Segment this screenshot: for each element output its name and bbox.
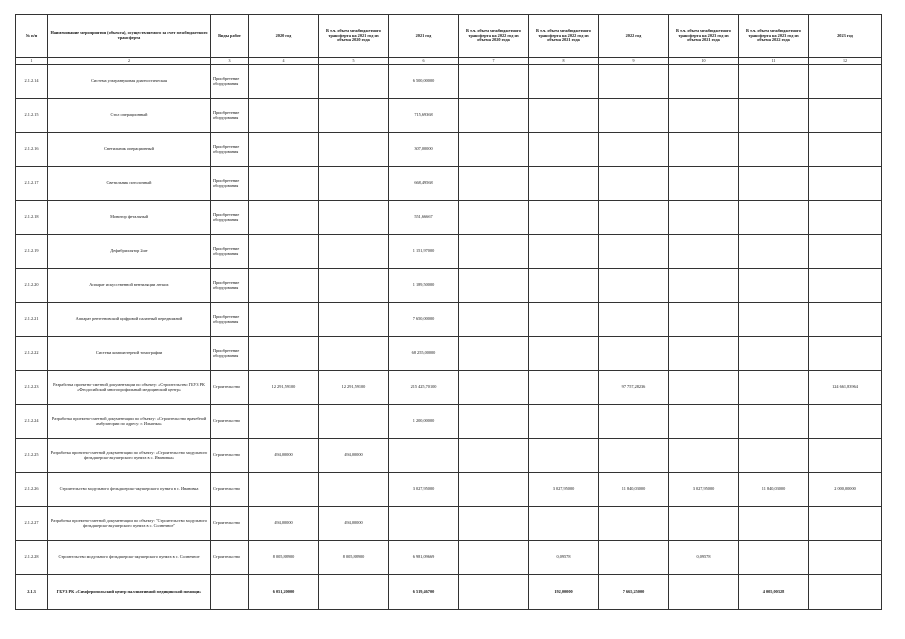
- row-value: [739, 371, 809, 405]
- row-value: [809, 65, 882, 99]
- row-value: 494,00000: [249, 439, 319, 473]
- row-value: 8 005,88900: [249, 541, 319, 575]
- row-value: 6 519,46700: [389, 575, 459, 610]
- row-value: [809, 541, 882, 575]
- row-value: 124 661,83964: [809, 371, 882, 405]
- col-header-2022-from-2020: В т.ч. объем межбюджетного трансферта на 2022 год из объема 2020 года: [459, 15, 529, 58]
- row-value: [459, 473, 529, 507]
- row-value: [669, 99, 739, 133]
- row-value: [809, 201, 882, 235]
- row-value: 2 000,00000: [809, 473, 882, 507]
- row-work-type: Строительство: [211, 439, 249, 473]
- row-value: 307,00000: [389, 133, 459, 167]
- col-number: 5: [319, 58, 389, 65]
- row-work-type: Приобретение оборудования: [211, 99, 249, 133]
- table-row: [16, 269, 882, 303]
- row-value: [319, 99, 389, 133]
- row-value: [669, 507, 739, 541]
- row-value: [459, 99, 529, 133]
- row-value: [529, 269, 599, 303]
- col-header-2020: 2020 год: [249, 15, 319, 58]
- row-name: ГБУЗ РК «Симферопольский центр паллиативной медицинской помощи»: [48, 575, 211, 610]
- row-value: [459, 337, 529, 371]
- row-name: Разработка проектно-сметной документации по объекту: "Строительство модульного фельдшерско-акушерского пункта в с. Солнечное": [48, 507, 211, 541]
- table-row: [16, 235, 882, 269]
- row-work-type: Строительство: [211, 507, 249, 541]
- row-value: [319, 201, 389, 235]
- row-value: [599, 167, 669, 201]
- row-value: [739, 439, 809, 473]
- row-value: [249, 65, 319, 99]
- row-value: [459, 541, 529, 575]
- row-number: 2.1.2.28: [16, 541, 48, 575]
- row-value: [249, 473, 319, 507]
- row-value: [529, 235, 599, 269]
- row-value: [599, 507, 669, 541]
- row-value: [459, 371, 529, 405]
- row-value: 6 051,20000: [249, 575, 319, 610]
- row-name: Система компьютерной томографии: [48, 337, 211, 371]
- row-value: [319, 303, 389, 337]
- col-header-number: № п/п: [16, 15, 48, 58]
- row-value: 668,49568: [389, 167, 459, 201]
- row-value: 494,00000: [249, 507, 319, 541]
- row-value: [739, 167, 809, 201]
- row-value: [669, 337, 739, 371]
- row-value: 715,69368: [389, 99, 459, 133]
- row-value: 0,09578: [669, 541, 739, 575]
- row-value: [739, 337, 809, 371]
- col-number: 4: [249, 58, 319, 65]
- row-value: [739, 507, 809, 541]
- row-value: 12 291,59100: [319, 371, 389, 405]
- row-value: [669, 201, 739, 235]
- col-number: 6: [389, 58, 459, 65]
- row-value: [249, 269, 319, 303]
- row-value: [529, 201, 599, 235]
- row-value: [669, 575, 739, 610]
- row-value: [249, 133, 319, 167]
- row-value: [809, 133, 882, 167]
- row-value: [809, 439, 882, 473]
- col-number: 1: [16, 58, 48, 65]
- col-header-2021-from-2020: В т.ч. объем межбюджетного трансферта на 2021 год из объема 2020 года: [319, 15, 389, 58]
- table-row: [16, 167, 882, 201]
- row-value: [669, 65, 739, 99]
- row-value: [599, 235, 669, 269]
- row-value: [739, 133, 809, 167]
- table-row: [16, 201, 882, 235]
- row-value: [739, 99, 809, 133]
- table-row: [16, 371, 882, 405]
- col-header-2023-from-2021: В т.ч. объем межбюджетного трансферта на 2023 год из объема 2021 года: [669, 15, 739, 58]
- row-value: [809, 405, 882, 439]
- row-value: [669, 133, 739, 167]
- row-number: 2.1.2.19: [16, 235, 48, 269]
- col-header-2023-from-2022: В т.ч. объем межбюджетного трансферта на 2023 год из объема 2022 года: [739, 15, 809, 58]
- table-row: [16, 507, 882, 541]
- row-value: [809, 99, 882, 133]
- row-work-type: [211, 575, 249, 610]
- row-value: [599, 337, 669, 371]
- row-value: [459, 405, 529, 439]
- row-work-type: Строительство: [211, 541, 249, 575]
- row-name: Светильник потолочный: [48, 167, 211, 201]
- row-value: [529, 99, 599, 133]
- row-value: [669, 303, 739, 337]
- table-row: [16, 541, 882, 575]
- row-work-type: Приобретение оборудования: [211, 201, 249, 235]
- row-value: [389, 439, 459, 473]
- col-number: 3: [211, 58, 249, 65]
- row-value: 97 757,28236: [599, 371, 669, 405]
- col-number: 10: [669, 58, 739, 65]
- row-value: [459, 303, 529, 337]
- table-row: [16, 575, 882, 610]
- row-value: [809, 303, 882, 337]
- row-value: 6 981,09669: [389, 541, 459, 575]
- budget-table: [15, 14, 882, 610]
- row-value: 6 500,00000: [389, 65, 459, 99]
- row-value: 1 151,97000: [389, 235, 459, 269]
- row-value: [739, 405, 809, 439]
- row-number: 2.1.2.15: [16, 99, 48, 133]
- row-value: [529, 303, 599, 337]
- row-value: [599, 133, 669, 167]
- row-value: [249, 201, 319, 235]
- row-value: 3 027,95000: [669, 473, 739, 507]
- row-value: [809, 235, 882, 269]
- row-name: Аппарат искусственной вентиляции легких: [48, 269, 211, 303]
- row-number: 2.1.2.27: [16, 507, 48, 541]
- row-number: 2.1.2.25: [16, 439, 48, 473]
- row-value: [529, 507, 599, 541]
- row-value: [459, 167, 529, 201]
- col-header-2022-from-2021: В т.ч. объем межбюджетного трансферта на 2022 год из объема 2021 года: [529, 15, 599, 58]
- table-row: [16, 439, 882, 473]
- row-value: [319, 269, 389, 303]
- row-value: [669, 439, 739, 473]
- col-number: 7: [459, 58, 529, 65]
- col-header-2021: 2021 год: [389, 15, 459, 58]
- table-row: [16, 65, 882, 99]
- col-number: 12: [809, 58, 882, 65]
- row-value: [599, 99, 669, 133]
- row-name: Строительство модульного фельдшерско-акушерского пункта в с. Ивановка: [48, 473, 211, 507]
- row-name: Светильник операционный: [48, 133, 211, 167]
- col-header-name: Наименование мероприятия (объекта), осуществляемого за счет межбюджетного трансферта: [48, 15, 211, 58]
- row-value: [809, 337, 882, 371]
- row-work-type: Приобретение оборудования: [211, 133, 249, 167]
- row-value: [319, 235, 389, 269]
- row-name: Аппарат рентгеновский цифровой палатный передвижной: [48, 303, 211, 337]
- row-value: 4 005,00328: [739, 575, 809, 610]
- row-number: 2.1.2.17: [16, 167, 48, 201]
- row-value: 8 005,88900: [319, 541, 389, 575]
- row-value: [739, 541, 809, 575]
- col-number: 9: [599, 58, 669, 65]
- row-value: [319, 575, 389, 610]
- row-value: [249, 303, 319, 337]
- row-work-type: Приобретение оборудования: [211, 337, 249, 371]
- row-value: [459, 133, 529, 167]
- row-name: Разработка проектно-сметной документации по объекту: «Строительство ГБУЗ РК «Феодосийский многопрофильный медицинский центр»: [48, 371, 211, 405]
- row-value: [249, 99, 319, 133]
- table-row: [16, 473, 882, 507]
- row-value: [249, 337, 319, 371]
- row-value: 192,00000: [529, 575, 599, 610]
- row-value: 11 840,03000: [599, 473, 669, 507]
- row-value: 7 665,25000: [599, 575, 669, 610]
- row-value: 1 189,50000: [389, 269, 459, 303]
- row-name: Стол операционный: [48, 99, 211, 133]
- row-name: Дефибриллятор 2шт: [48, 235, 211, 269]
- table-body: [16, 65, 882, 610]
- row-value: [739, 235, 809, 269]
- row-value: 68 255,00000: [389, 337, 459, 371]
- row-value: [599, 269, 669, 303]
- row-value: [739, 303, 809, 337]
- row-number: 2.1.2.26: [16, 473, 48, 507]
- row-work-type: Приобретение оборудования: [211, 167, 249, 201]
- row-value: [669, 235, 739, 269]
- row-work-type: Приобретение оборудования: [211, 303, 249, 337]
- row-value: [599, 201, 669, 235]
- row-value: [319, 337, 389, 371]
- row-value: [529, 371, 599, 405]
- row-value: [319, 133, 389, 167]
- col-number: 8: [529, 58, 599, 65]
- row-value: [319, 167, 389, 201]
- row-number: 2.1.3: [16, 575, 48, 610]
- row-value: 3 027,95000: [529, 473, 599, 507]
- row-value: [529, 337, 599, 371]
- row-value: [529, 65, 599, 99]
- table-row: [16, 133, 882, 167]
- row-work-type: Приобретение оборудования: [211, 65, 249, 99]
- row-name: Монитор фетальный: [48, 201, 211, 235]
- row-value: [249, 235, 319, 269]
- col-header-work-type: Виды работ: [211, 15, 249, 58]
- row-value: [529, 439, 599, 473]
- row-value: [319, 65, 389, 99]
- row-value: [669, 269, 739, 303]
- row-value: [459, 269, 529, 303]
- row-number: 2.1.2.14: [16, 65, 48, 99]
- row-value: [529, 167, 599, 201]
- row-value: [599, 65, 669, 99]
- row-work-type: Приобретение оборудования: [211, 269, 249, 303]
- row-number: 2.1.2.20: [16, 269, 48, 303]
- row-value: [739, 201, 809, 235]
- col-number: 2: [48, 58, 211, 65]
- row-value: [319, 473, 389, 507]
- row-work-type: Приобретение оборудования: [211, 235, 249, 269]
- row-value: [459, 65, 529, 99]
- row-value: [459, 575, 529, 610]
- col-header-2022: 2022 год: [599, 15, 669, 58]
- row-value: [809, 269, 882, 303]
- row-number: 2.1.2.22: [16, 337, 48, 371]
- column-number-row: [16, 58, 882, 65]
- row-value: 1 200,00000: [389, 405, 459, 439]
- table-row: [16, 405, 882, 439]
- row-value: [249, 167, 319, 201]
- row-name: Разработка проектно-сметной документации по объекту: «Строительство врачебной амбулатории по адресу: г. Ильинка»: [48, 405, 211, 439]
- row-number: 2.1.2.18: [16, 201, 48, 235]
- row-value: [669, 405, 739, 439]
- row-value: [529, 133, 599, 167]
- row-value: [599, 303, 669, 337]
- header-row: [16, 15, 882, 58]
- row-value: [249, 405, 319, 439]
- row-value: 551,66667: [389, 201, 459, 235]
- row-value: [389, 507, 459, 541]
- row-number: 2.1.2.16: [16, 133, 48, 167]
- col-header-2023: 2023 год: [809, 15, 882, 58]
- row-number: 2.1.2.24: [16, 405, 48, 439]
- row-value: [529, 405, 599, 439]
- row-value: [809, 507, 882, 541]
- table-row: [16, 99, 882, 133]
- row-work-type: Строительство: [211, 405, 249, 439]
- row-name: Система ультразвуковая диагностическая: [48, 65, 211, 99]
- row-value: 3 027,95000: [389, 473, 459, 507]
- row-value: 215 425,70100: [389, 371, 459, 405]
- row-value: [599, 439, 669, 473]
- row-number: 2.1.2.21: [16, 303, 48, 337]
- row-value: 12 291,59100: [249, 371, 319, 405]
- row-value: 0,09578: [529, 541, 599, 575]
- row-value: 494,00000: [319, 439, 389, 473]
- row-value: [739, 65, 809, 99]
- row-work-type: Строительство: [211, 371, 249, 405]
- row-value: [459, 201, 529, 235]
- col-number: 11: [739, 58, 809, 65]
- row-value: [599, 405, 669, 439]
- row-value: 494,00000: [319, 507, 389, 541]
- table-row: [16, 303, 882, 337]
- row-value: [459, 507, 529, 541]
- row-value: [459, 235, 529, 269]
- row-number: 2.1.2.23: [16, 371, 48, 405]
- row-value: 11 840,03000: [739, 473, 809, 507]
- table-row: [16, 337, 882, 371]
- row-value: [669, 371, 739, 405]
- row-name: Строительство модульного фельдшерско-акушерского пункта в с. Солнечное: [48, 541, 211, 575]
- row-value: 7 650,00000: [389, 303, 459, 337]
- row-value: [739, 269, 809, 303]
- row-value: [459, 439, 529, 473]
- row-value: [809, 167, 882, 201]
- document-sheet: [15, 14, 881, 610]
- row-name: Разработка проектно-сметной документации по объекту: «Строительство модульного фельдшерско-акушерского пункта в с. Ивановка»: [48, 439, 211, 473]
- row-value: [809, 575, 882, 610]
- row-value: [319, 405, 389, 439]
- row-work-type: Строительство: [211, 473, 249, 507]
- row-value: [669, 167, 739, 201]
- row-value: [599, 541, 669, 575]
